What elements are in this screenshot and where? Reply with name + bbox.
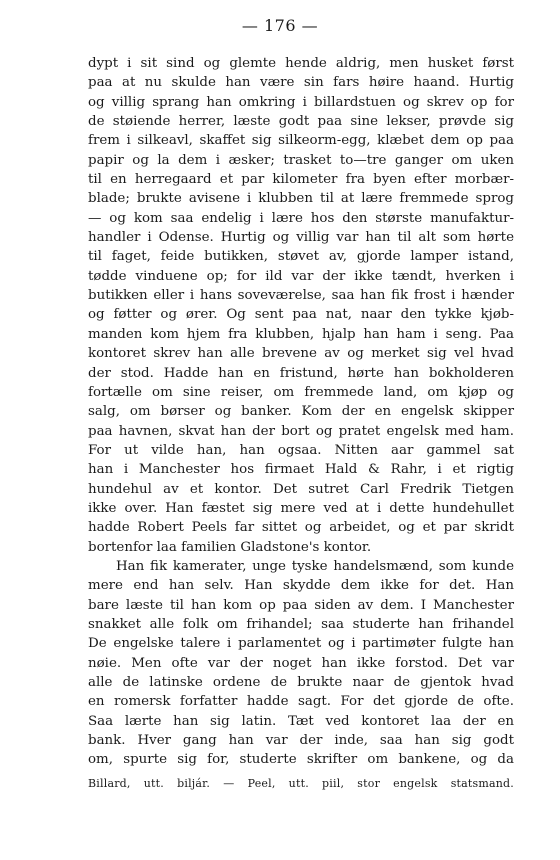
- text-line: en romersk forfatter hadde sagt. For det gjorde de ofte.: [88, 694, 514, 710]
- text-line: De engelske talere i parlamentet og i partimøter fulgte han: [88, 636, 514, 652]
- text-line: butikken eller i hans soveværelse, saa han fik frost i hænder: [88, 288, 514, 304]
- text-line: de støiende herrer, læste godt paa sine lekser, prøvde sig: [88, 114, 514, 130]
- text-line: nøie. Men ofte var der noget han ikke forstod. Det var: [88, 655, 514, 671]
- text-line: til faget, feide butikken, støvet av, gjorde lamper istand,: [88, 249, 514, 265]
- text-line: til en herregaard et par kilometer fra byen efter morbær-: [88, 172, 514, 188]
- text-line: fortælle om sine reiser, om fremmede land, om kjøp og: [88, 384, 514, 400]
- text-line: bortenfor laa familien Gladstone's kontor.: [88, 539, 372, 555]
- text-line: frem i silkeavl, skaffet sig silkeorm-egg, klæbet dem op paa: [88, 133, 514, 149]
- text-line: om, spurte sig for, studerte skrifter om bankene, og da: [88, 752, 514, 768]
- text-line: hundehul av et kontor. Det sutret Carl Fredrik Tietgen: [88, 481, 514, 497]
- text-line: For ut vilde han, han ogsaa. Nitten aar gammel sat: [88, 442, 514, 458]
- text-line: Saa lærte han sig latin. Tæt ved kontoret laa der en: [88, 713, 514, 729]
- text-line: bare læste til han kom op paa siden av dem. I Manchester: [88, 597, 514, 613]
- text-line: handler i Odense. Hurtig og villig var han til alt som hørte: [88, 230, 514, 246]
- text-line: og villig sprang han omkring i billardstuen og skrev op for: [88, 94, 514, 110]
- text-line: bank. Hver gang han var der inde, saa han sig godt: [88, 733, 514, 749]
- text-line: mere end han selv. Han skydde dem ikke for det. Han: [88, 578, 514, 594]
- text-line: tødde vinduene op; for ild var der ikke tændt, hverken i: [88, 268, 514, 284]
- body-text: [88, 54, 514, 770]
- text-line: paa havnen, skvat han der bort og pratet engelsk med ham.: [88, 423, 514, 439]
- text-line: manden kom hjem fra klubben, hjalp han ham i seng. Paa: [88, 326, 514, 342]
- text-line: kontoret skrev han alle brevene av og merket sig vel hvad: [88, 346, 514, 362]
- text-line: der stod. Hadde han en fristund, hørte han bokholderen: [88, 365, 514, 381]
- text-line: ikke over. Han fæstet sig mere ved at i dette hundehullet: [88, 500, 514, 516]
- text-line: han i Manchester hos firmaet Hald & Rahr, i et rigtig: [88, 462, 514, 478]
- text-line: Han fik kamerater, unge tyske handelsmænd, som kunde: [116, 558, 514, 574]
- text-line: — og kom saa endelig i lære hos den største manufaktur-: [88, 210, 514, 226]
- text-line: alle de latinske ordene de brukte naar de gjentok hvad: [88, 675, 514, 690]
- text-line: papir og la dem i æsker; trasket to—tre ganger om uken: [88, 152, 514, 168]
- text-line: paa at nu skulde han være sin fars høire haand. Hurtig: [88, 75, 514, 91]
- text-line: blade; brukte avisene i klubben til at lære fremmede sprog: [88, 191, 514, 207]
- text-line: snakket alle folk om frihandel; saa studerte han frihandel: [88, 616, 514, 632]
- text-line: dypt i sit sind og glemte hende aldrig, men husket først: [88, 56, 514, 71]
- page-number: — 176 —: [241, 16, 319, 35]
- text-line: salg, om børser og banker. Kom der en engelsk skipper: [88, 404, 514, 420]
- text-line: hadde Robert Peels far sittet og arbeidet, og et par skridt: [88, 520, 514, 536]
- footnote: Billard, utt. biljár. — Peel, utt. piil, stor engelsk statsmand.: [88, 777, 514, 790]
- text-line: og føtter og ører. Og sent paa nat, naar den tykke kjøb-: [88, 307, 514, 323]
